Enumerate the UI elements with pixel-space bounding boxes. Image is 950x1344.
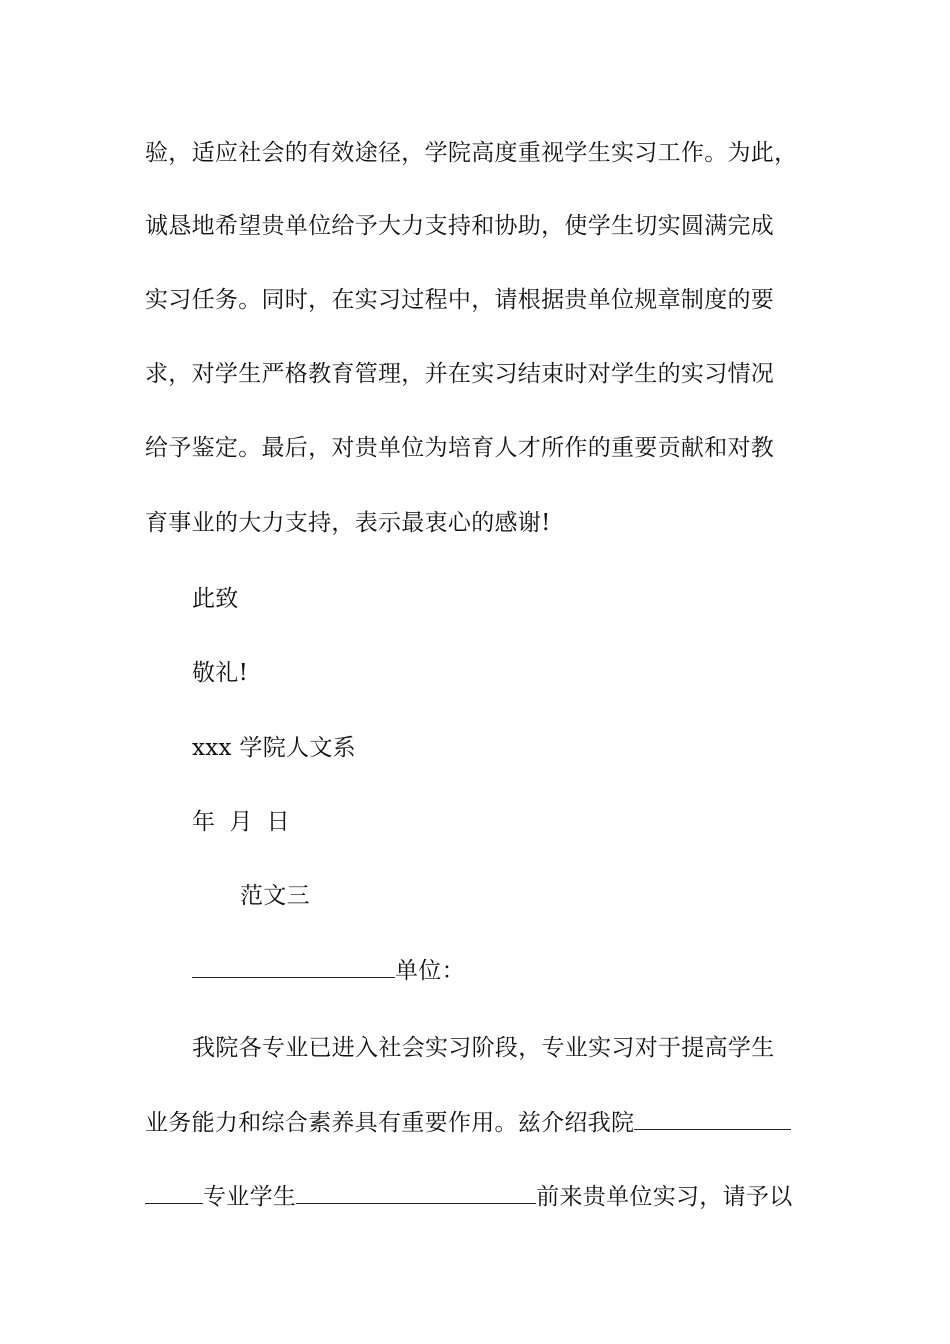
paragraph-line: 诚恳地希望贵单位给予大力支持和协助，使学生切实圆满完成 xyxy=(145,213,775,239)
date-line xyxy=(192,807,290,837)
major-blank[interactable] xyxy=(145,1181,203,1204)
date-day: 日 xyxy=(266,809,290,835)
college-blank[interactable] xyxy=(634,1107,791,1130)
date-year: 年 xyxy=(192,809,216,835)
signature: xxx 学院人文系 xyxy=(192,735,356,761)
closing-salute: 敬礼! xyxy=(192,660,249,686)
paragraph-line: 求，对学生严格教育管理，并在实习结束时对学生的实习情况 xyxy=(145,361,775,387)
student-blank[interactable] xyxy=(296,1181,536,1204)
addressee-blank[interactable] xyxy=(192,955,395,978)
section-title: 范文三 xyxy=(240,883,310,909)
addressee-suffix: 单位： xyxy=(395,958,465,984)
paragraph-line: 验，适应社会的有效途径，学院高度重视学生实习工作。为此， xyxy=(145,140,798,166)
paragraph-line: 给予鉴定。最后，对贵单位为培育人才所作的重要贡献和对教 xyxy=(145,435,775,461)
paragraph-line xyxy=(145,1107,791,1138)
paragraph-line: 育事业的大力支持，表示最衷心的感谢! xyxy=(145,510,551,536)
paragraph-line xyxy=(145,1181,793,1212)
paragraph-line: 实习任务。同时，在实习过程中，请根据贵单位规章制度的要 xyxy=(145,287,775,313)
paragraph-text: 业务能力和综合素养具有重要作用。兹介绍我院 xyxy=(145,1110,635,1136)
paragraph-line: 我院各专业已进入社会实习阶段，专业实习对于提高学生 xyxy=(192,1035,775,1061)
paragraph-text: 专业学生 xyxy=(203,1184,297,1210)
closing-greeting: 此致 xyxy=(192,586,239,612)
paragraph-text: 前来贵单位实习，请予以 xyxy=(536,1184,793,1210)
addressee-line xyxy=(192,955,465,986)
date-month: 月 xyxy=(229,809,253,835)
